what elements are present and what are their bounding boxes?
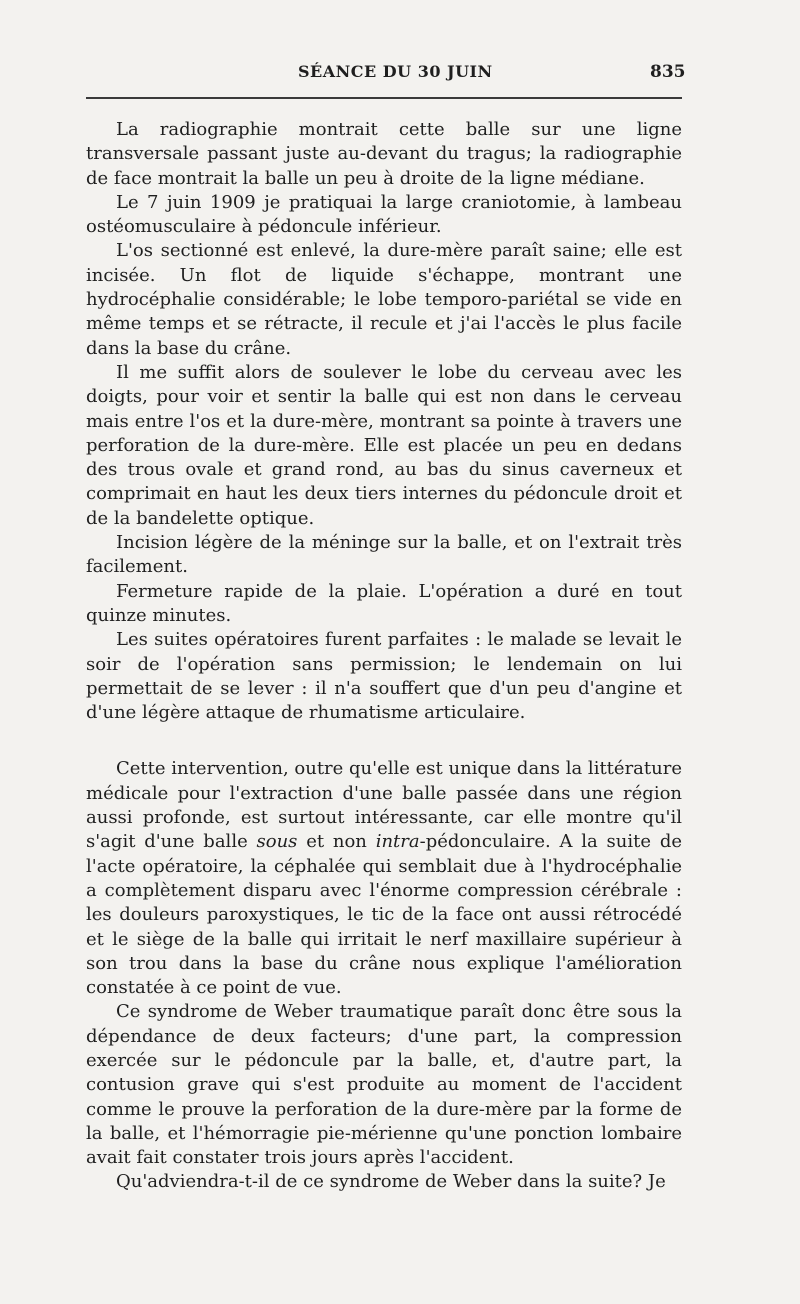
paragraph-text: Cette intervention, outre qu'elle est unique dans la littérature médicale pour l'extraction d'une balle passée dans une région aussi profonde, est surtout intéressante, car elle montre qu'il s'agit d'une balle	[86, 758, 682, 853]
emphasis-sous: sous	[256, 831, 298, 853]
emphasis-intra: intra	[375, 831, 420, 853]
paragraph-text: et non	[297, 831, 376, 853]
paragraph	[86, 757, 682, 1000]
paragraph: Qu'adviendra-t-il de ce syndrome de Weber dans la suite? Je	[116, 1171, 666, 1193]
paragraph-text: -pédonculaire. A la suite de l'acte opératoire, la céphalée qui semblait due à l'hydrocéphalie a complètement disparu avec l'énorme compression cérébrale : les douleurs paroxystiques, le tic de la face ont aussi rétrocédé et le siège de la balle qui irritait le nerf maxillaire supérieur à son trou dans la base du crâne nous explique l'amélioration constatée à ce point de vue.	[86, 831, 682, 999]
running-head-title: SÉANCE DU 30 JUIN	[298, 62, 493, 81]
paragraph: L'os sectionné est enlevé, la dure-mère paraît saine; elle est incisée. Un flot de liquide s'échappe, montrant une hydrocéphalie considérable; le lobe temporo-pariétal se vide en même temps et se rétracte, il recule et j'ai l'accès le plus facile dans la base du crâne.	[86, 240, 682, 359]
paragraph: Les suites opératoires furent parfaites : le malade se levait le soir de l'opération sans permission; le lendemain on lui permettait de se lever : il n'a souffert que d'un peu d'angine et d'une légère attaque de rhumatisme articulaire.	[86, 629, 682, 724]
body-text	[86, 118, 682, 1195]
paragraph: La radiographie montrait cette balle sur une ligne transversale passant juste au-devant du tragus; la radiographie de face montrait la balle un peu à droite de la ligne médiane.	[86, 119, 682, 189]
page-number: 835	[650, 62, 686, 82]
running-head	[0, 62, 800, 84]
paragraph: Ce syndrome de Weber traumatique paraît donc être sous la dépendance de deux facteurs; d'une part, la compression exercée sur le pédoncule par la balle, et, d'autre part, la contusion grave qui s'est produite au moment de l'accident comme le prouve la perforation de la dure-mère par la forme de la balle, et l'hémorragie pie-mérienne qu'une ponction lombaire avait fait constater trois jours après l'accident.	[86, 1001, 682, 1169]
paragraph: Fermeture rapide de la plaie. L'opération a duré en tout quinze minutes.	[86, 580, 682, 626]
header-rule	[86, 97, 682, 99]
paragraph: Incision légère de la méninge sur la balle, et on l'extrait très facilement.	[86, 532, 682, 578]
paragraph: Il me suffit alors de soulever le lobe du cerveau avec les doigts, pour voir et sentir la balle qui est non dans le cerveau mais entre l'os et la dure-mère, montrant sa pointe à travers une perforation de la dure-mère. Elle est placée un peu en dedans des trous ovale et grand rond, au bas du sinus caverneux et comprimait en haut les deux tiers internes du pédoncule droit et de la bandelette optique.	[86, 361, 682, 529]
paragraph: Le 7 juin 1909 je pratiquai la large craniotomie, à lambeau ostéomusculaire à pédoncule inférieur.	[86, 191, 682, 238]
